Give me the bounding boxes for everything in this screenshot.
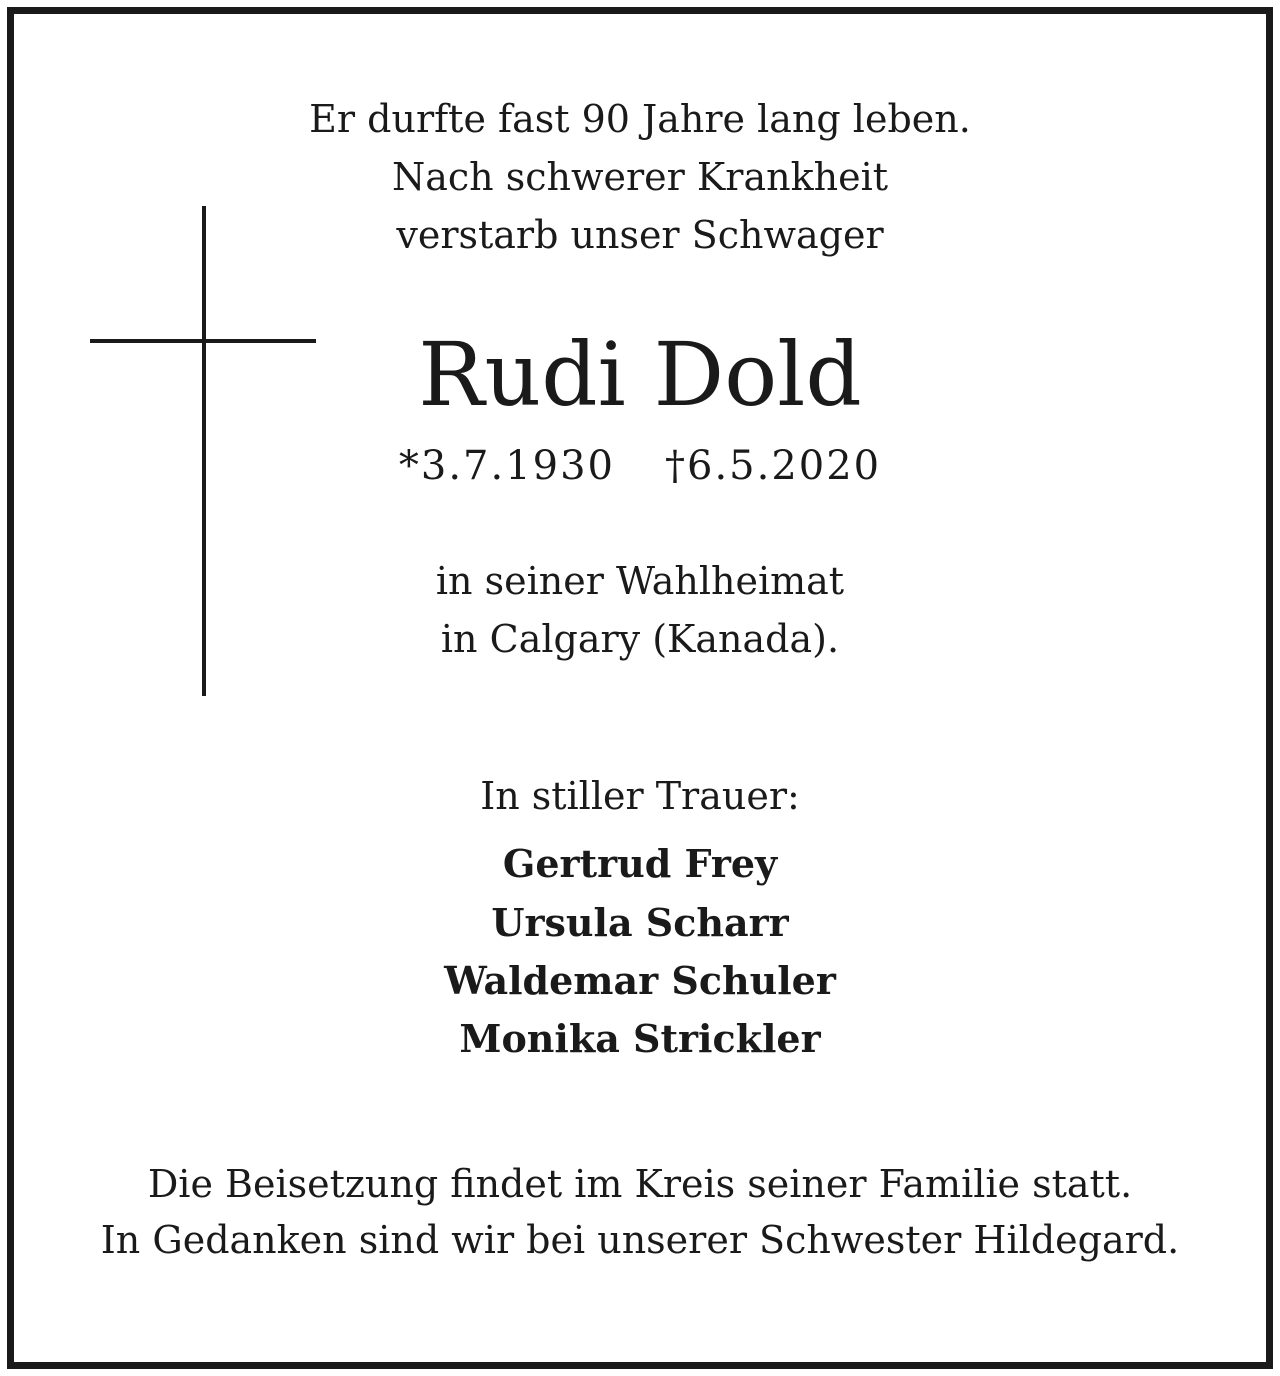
place-line-2: in Calgary (Kanada).	[440, 617, 840, 661]
closing-line-1: Die Beisetzung findet im Kreis seiner Familie statt.	[147, 1162, 1133, 1206]
closing-line-2: In Gedanken sind wir bei unserer Schwester Hildegard.	[100, 1218, 1180, 1262]
mourner-name: Ursula Scharr	[491, 900, 789, 945]
intro-line-1: Er durfte fast 90 Jahre lang leben.	[309, 97, 971, 141]
mourner-name: Monika Strickler	[459, 1016, 821, 1061]
deceased-name: Rudi Dold	[418, 323, 862, 426]
birth-date: *3.7.1930	[398, 443, 615, 489]
mourners-heading: In stiller Trauer:	[480, 774, 800, 818]
place-line-1: in seiner Wahlheimat	[435, 559, 845, 603]
intro-line-3: verstarb unser Schwager	[396, 213, 884, 257]
intro-line-2: Nach schwerer Krankheit	[391, 155, 888, 199]
death-date: †6.5.2020	[665, 443, 882, 489]
mourner-name: Waldemar Schuler	[444, 958, 836, 1003]
mourner-name: Gertrud Frey	[502, 841, 778, 886]
life-dates	[0, 441, 1280, 491]
